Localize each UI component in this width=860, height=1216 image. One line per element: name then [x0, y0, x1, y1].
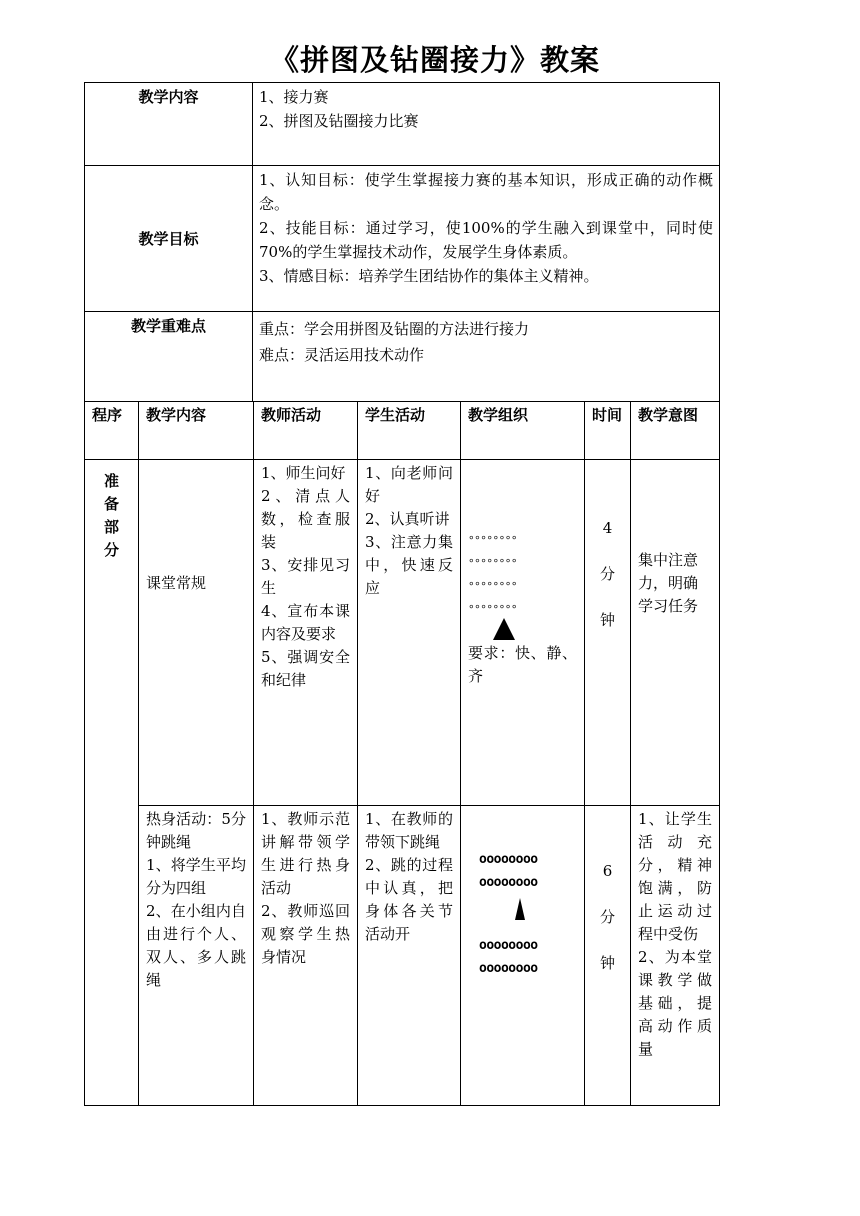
- section-char: 部: [103, 518, 119, 536]
- goal-line: 1、认知目标：使学生掌握接力赛的基本知识，形成正确的动作概念。: [259, 171, 713, 213]
- formation-row: ∘∘∘∘∘∘∘∘: [468, 600, 517, 613]
- row-time: [585, 806, 631, 1106]
- goal-value: [253, 166, 720, 312]
- formation-row: ∘∘∘∘∘∘∘∘: [468, 531, 517, 544]
- goal-label: 教学目标: [85, 166, 253, 312]
- lesson-overview-table: [84, 82, 720, 402]
- header-teacher: 教师活动: [254, 402, 358, 460]
- formation-note: 要求：快、静、齐: [468, 644, 577, 685]
- key-line: 难点：灵活运用技术动作: [259, 346, 425, 364]
- content-line: 1、接力赛: [259, 88, 329, 106]
- teacher-position-icon: [515, 898, 525, 920]
- key-points-value: [253, 312, 720, 402]
- row-intent: 集中注意力，明确学习任务: [631, 460, 720, 806]
- student-line: 2、认真听讲: [365, 510, 450, 528]
- teacher-line: 1、教师示范讲解带领学生进行热身活动: [261, 810, 350, 897]
- content-value: [253, 83, 720, 166]
- header-intent: 教学意图: [631, 402, 720, 460]
- header-organization: 教学组织: [461, 402, 585, 460]
- intent-line: 2、为本堂课教学做基础，提高动作质量: [638, 948, 712, 1058]
- content-row: [85, 83, 720, 166]
- content-line: 1、将学生平均分为四组: [146, 856, 246, 897]
- time-unit: 分: [599, 565, 615, 583]
- header-time: 时间: [585, 402, 631, 460]
- formation-row: ∘∘∘∘∘∘∘∘: [468, 554, 517, 567]
- row-teacher: [254, 806, 358, 1106]
- teacher-line: 1、师生问好: [261, 464, 346, 482]
- key-points-label: 教学重难点: [85, 312, 253, 402]
- student-line: 1、在教师的带领下跳绳: [365, 810, 453, 851]
- key-points-row: [85, 312, 720, 402]
- formation-row: oooooooo: [479, 875, 538, 890]
- time-unit: 钟: [599, 611, 615, 629]
- section-char: 准: [103, 472, 119, 490]
- formation-row: oooooooo: [479, 961, 538, 976]
- content-line: 热身活动：5分钟跳绳: [146, 810, 246, 851]
- goal-line: 3、情感目标：培养学生团结协作的集体主义精神。: [259, 267, 599, 285]
- header-content: 教学内容: [139, 402, 254, 460]
- section-char: 分: [103, 541, 119, 559]
- student-line: 3、注意力集中，快速反应: [365, 533, 453, 597]
- content-line: 2、拼图及钻圈接力比赛: [259, 112, 419, 130]
- row-organization: [461, 460, 585, 806]
- row-time: [585, 460, 631, 806]
- student-line: 2、跳的过程中认真，把身体各关节活动开: [365, 856, 453, 943]
- row-content: [139, 806, 254, 1106]
- teacher-line: 3、安排见习生: [261, 556, 350, 597]
- row-organization: [461, 806, 585, 1106]
- intent-line: 1、让学生活动充分，精神饱满，防止运动过程中受伤: [638, 810, 712, 943]
- row-student: [358, 460, 461, 806]
- time-unit: 钟: [599, 954, 615, 972]
- row-teacher: [254, 460, 358, 806]
- header-row: [85, 402, 720, 460]
- teacher-position-icon: [493, 618, 515, 640]
- student-line: 1、向老师问好: [365, 464, 453, 505]
- key-line: 重点：学会用拼图及钻圈的方法进行接力: [259, 320, 530, 338]
- table-row: [85, 806, 720, 1106]
- time-number: 4: [602, 519, 613, 537]
- goal-line: 2、技能目标：通过学习，使100%的学生融入到课堂中，同时使70%的学生掌握技术动作，发展学生身体素质。: [259, 219, 713, 261]
- goal-row: [85, 166, 720, 312]
- formation-row: oooooooo: [479, 938, 538, 953]
- content-label: 教学内容: [85, 83, 253, 166]
- formation-row: ∘∘∘∘∘∘∘∘: [468, 577, 517, 590]
- table-row: [85, 460, 720, 806]
- section-char: 备: [103, 495, 119, 513]
- teacher-line: 2、教师巡回观察学生热身情况: [261, 902, 350, 966]
- teacher-line: 2、清点人数，检查服装: [261, 487, 350, 551]
- time-number: 6: [602, 862, 613, 880]
- content-line: 2、在小组内自由进行个人、双人、多人跳绳: [146, 902, 246, 989]
- formation-row: oooooooo: [479, 852, 538, 867]
- row-intent: [631, 806, 720, 1106]
- time-unit: 分: [599, 908, 615, 926]
- lesson-procedure-table: [84, 401, 720, 1106]
- row-student: [358, 806, 461, 1106]
- teacher-line: 5、强调安全和纪律: [261, 648, 350, 689]
- header-student: 学生活动: [358, 402, 461, 460]
- section-label: [85, 460, 139, 1106]
- page-title: 《拼图及钻圈接力》教案: [269, 43, 600, 77]
- header-procedure: 程序: [85, 402, 139, 460]
- row-content: 课堂常规: [139, 460, 254, 806]
- teacher-line: 4、宣布本课内容及要求: [261, 602, 350, 643]
